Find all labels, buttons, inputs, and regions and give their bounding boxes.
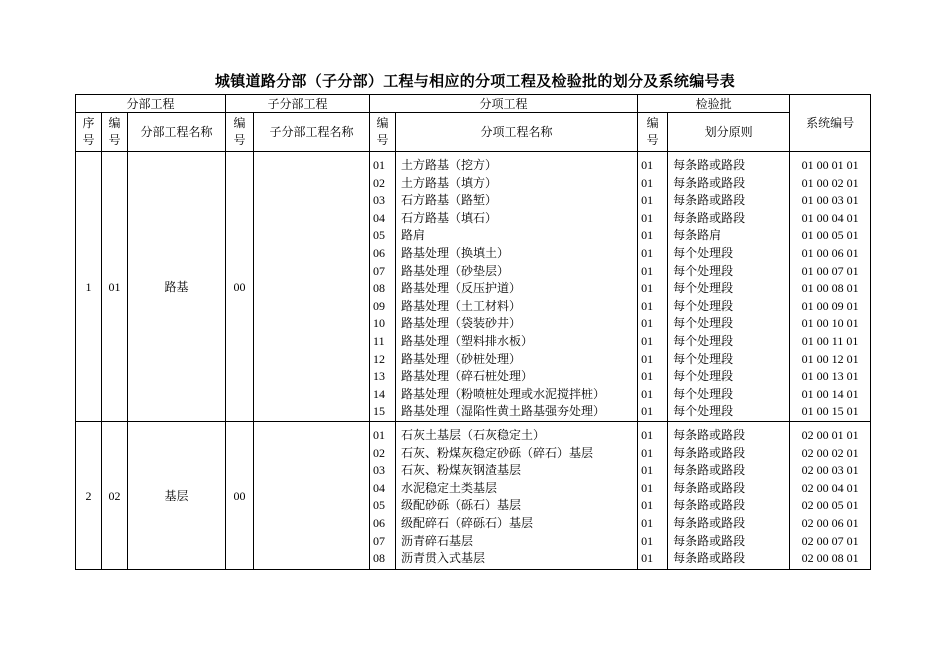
batch-code: 01	[641, 369, 654, 384]
rule: 每条路或路段	[673, 480, 746, 495]
item-code: 08	[373, 281, 386, 296]
header-item-code: 编号	[370, 113, 396, 152]
batch-code: 01	[641, 281, 654, 296]
header-row-top	[76, 95, 871, 113]
rule: 每个处理段	[673, 386, 734, 401]
system-code-list	[790, 422, 871, 570]
rule-list	[668, 422, 790, 570]
batch-code: 01	[641, 551, 654, 566]
rule: 每条路或路段	[673, 515, 746, 530]
item-name: 路基处理（碎石桩处理）	[401, 369, 534, 384]
item-code: 07	[373, 533, 386, 548]
batch-code: 01	[641, 463, 654, 478]
subdiv-code: 00	[226, 152, 254, 422]
system-code: 02 00 05 01	[801, 498, 859, 513]
system-code: 01 00 06 01	[801, 245, 859, 260]
batch-code: 01	[641, 404, 654, 419]
group-row	[76, 422, 871, 570]
group-code: 01	[102, 152, 128, 422]
item-code: 03	[373, 193, 386, 208]
item-name: 土方路基（挖方）	[401, 158, 498, 172]
item-code: 11	[373, 333, 385, 348]
item-code: 03	[373, 463, 386, 478]
batch-code-list	[638, 152, 668, 422]
rule: 每条路或路段	[673, 158, 746, 172]
item-code: 04	[373, 480, 386, 495]
system-code: 01 00 01 01	[801, 158, 859, 172]
batch-code: 01	[641, 533, 654, 548]
header-div-name: 分部工程名称	[128, 113, 226, 152]
header-subdiv-code: 编号	[226, 113, 254, 152]
rule: 每条路或路段	[673, 551, 746, 566]
rule: 每条路或路段	[673, 445, 746, 460]
item-name: 沥青碎石基层	[401, 533, 474, 548]
item-name: 沥青贯入式基层	[401, 551, 486, 566]
rule: 每条路或路段	[673, 193, 746, 208]
group-seq: 1	[76, 152, 102, 422]
item-code: 01	[373, 428, 386, 442]
batch-code: 01	[641, 158, 654, 172]
group-name: 路基	[128, 152, 226, 422]
system-code: 01 00 04 01	[801, 210, 859, 225]
batch-code: 01	[641, 263, 654, 278]
system-code: 01 00 14 01	[801, 386, 859, 401]
item-name: 路基处理（湿陷性黄土路基强夯处理）	[401, 404, 606, 419]
item-name: 水泥稳定土类基层	[401, 480, 498, 495]
item-code: 02	[373, 175, 386, 190]
group-code: 02	[102, 422, 128, 570]
system-code: 02 00 01 01	[801, 428, 859, 442]
rule: 每个处理段	[673, 369, 734, 384]
system-code: 02 00 02 01	[801, 445, 859, 460]
system-code: 02 00 03 01	[801, 463, 859, 478]
item-code: 06	[373, 515, 386, 530]
rule: 每个处理段	[673, 281, 734, 296]
item-code: 05	[373, 228, 386, 243]
item-name: 石灰、粉煤灰钢渣基层	[401, 463, 522, 478]
batch-code: 01	[641, 316, 654, 331]
header-subdiv-name: 子分部工程名称	[254, 113, 370, 152]
batch-code: 01	[641, 498, 654, 513]
item-code: 09	[373, 298, 386, 313]
rule: 每个处理段	[673, 263, 734, 278]
system-code: 01 00 11 01	[801, 333, 859, 348]
subdiv-name	[254, 422, 370, 570]
batch-code: 01	[641, 228, 654, 243]
header-row-bottom	[76, 113, 871, 152]
batch-code: 01	[641, 175, 654, 190]
rule: 每条路或路段	[673, 428, 746, 442]
item-code-list	[370, 152, 396, 422]
item-name: 路基处理（塑料排水板）	[401, 333, 534, 348]
item-code: 08	[373, 551, 386, 566]
item-name: 土方路基（填方）	[401, 175, 498, 190]
item-name: 级配砂砾（砾石）基层	[401, 498, 522, 513]
batch-code: 01	[641, 445, 654, 460]
system-code: 01 00 05 01	[801, 228, 859, 243]
batch-code: 01	[641, 193, 654, 208]
rule: 每条路肩	[673, 228, 722, 243]
group-seq: 2	[76, 422, 102, 570]
item-name: 路基处理（土工材料）	[401, 298, 522, 313]
header-division: 分部工程	[76, 95, 226, 113]
item-name: 路肩	[401, 228, 426, 243]
header-system-code: 系统编号	[790, 95, 871, 152]
header-div-code: 编号	[102, 113, 128, 152]
item-code: 07	[373, 263, 386, 278]
batch-code: 01	[641, 210, 654, 225]
system-code: 02 00 04 01	[801, 480, 859, 495]
item-name: 石灰土基层（石灰稳定土）	[401, 428, 546, 442]
header-item: 分项工程	[370, 95, 638, 113]
rule: 每个处理段	[673, 333, 734, 348]
batch-code: 01	[641, 480, 654, 495]
item-code: 13	[373, 369, 386, 384]
rule: 每条路或路段	[673, 533, 746, 548]
system-code: 01 00 02 01	[801, 175, 859, 190]
batch-code: 01	[641, 428, 654, 442]
header-seq: 序号	[76, 113, 102, 152]
item-name: 路基处理（换填土）	[401, 245, 510, 260]
rule: 每条路或路段	[673, 463, 746, 478]
item-name: 路基处理（砂桩处理）	[401, 351, 522, 366]
rule: 每条路或路段	[673, 210, 746, 225]
batch-code: 01	[641, 386, 654, 401]
system-code: 01 00 08 01	[801, 281, 859, 296]
rule: 每个处理段	[673, 316, 734, 331]
header-rule: 划分原则	[668, 113, 790, 152]
system-code: 02 00 06 01	[801, 515, 859, 530]
system-code: 01 00 12 01	[801, 351, 859, 366]
item-code: 01	[373, 158, 386, 172]
header-batch-code: 编号	[638, 113, 668, 152]
division-table	[75, 94, 871, 570]
system-code: 02 00 07 01	[801, 533, 859, 548]
system-code: 01 00 09 01	[801, 298, 859, 313]
rule: 每条路或路段	[673, 498, 746, 513]
item-name: 级配碎石（碎砾石）基层	[401, 515, 534, 530]
item-name: 路基处理（反压护道）	[401, 281, 522, 296]
rule: 每个处理段	[673, 298, 734, 313]
system-code: 01 00 13 01	[801, 369, 859, 384]
header-subdivision: 子分部工程	[226, 95, 370, 113]
subdiv-name	[254, 152, 370, 422]
rule: 每个处理段	[673, 351, 734, 366]
item-name: 石灰、粉煤灰稳定砂砾（碎石）基层	[401, 445, 594, 460]
item-name-list	[396, 422, 638, 570]
item-code: 12	[373, 351, 386, 366]
item-code: 06	[373, 245, 386, 260]
batch-code: 01	[641, 245, 654, 260]
rule: 每个处理段	[673, 404, 734, 419]
item-code: 05	[373, 498, 386, 513]
item-name: 石方路基（填石）	[401, 210, 498, 225]
group-name: 基层	[128, 422, 226, 570]
item-name: 路基处理（袋装砂井）	[401, 316, 522, 331]
batch-code: 01	[641, 351, 654, 366]
batch-code: 01	[641, 333, 654, 348]
item-code: 10	[373, 316, 386, 331]
header-batch: 检验批	[638, 95, 790, 113]
page-title: 城镇道路分部（子分部）工程与相应的分项工程及检验批的划分及系统编号表	[214, 72, 736, 90]
rule-list	[668, 152, 790, 422]
item-code: 04	[373, 210, 386, 225]
header-item-name: 分项工程名称	[396, 113, 638, 152]
group-row	[76, 152, 871, 422]
system-code: 01 00 07 01	[801, 263, 859, 278]
system-code: 01 00 03 01	[801, 193, 859, 208]
subdiv-code: 00	[226, 422, 254, 570]
rule: 每个处理段	[673, 245, 734, 260]
batch-code-list	[638, 422, 668, 570]
item-code: 02	[373, 445, 386, 460]
item-code: 14	[373, 386, 386, 401]
rule: 每条路或路段	[673, 175, 746, 190]
item-name: 路基处理（砂垫层）	[401, 263, 510, 278]
item-name: 路基处理（粉喷桩处理或水泥搅拌桩）	[401, 386, 606, 401]
system-code-list	[790, 152, 871, 422]
item-code: 15	[373, 404, 386, 419]
batch-code: 01	[641, 298, 654, 313]
system-code: 01 00 15 01	[801, 404, 859, 419]
item-code-list	[370, 422, 396, 570]
item-name: 石方路基（路堑）	[401, 193, 498, 208]
system-code: 01 00 10 01	[801, 316, 859, 331]
item-name-list	[396, 152, 638, 422]
system-code: 02 00 08 01	[801, 551, 859, 566]
batch-code: 01	[641, 515, 654, 530]
